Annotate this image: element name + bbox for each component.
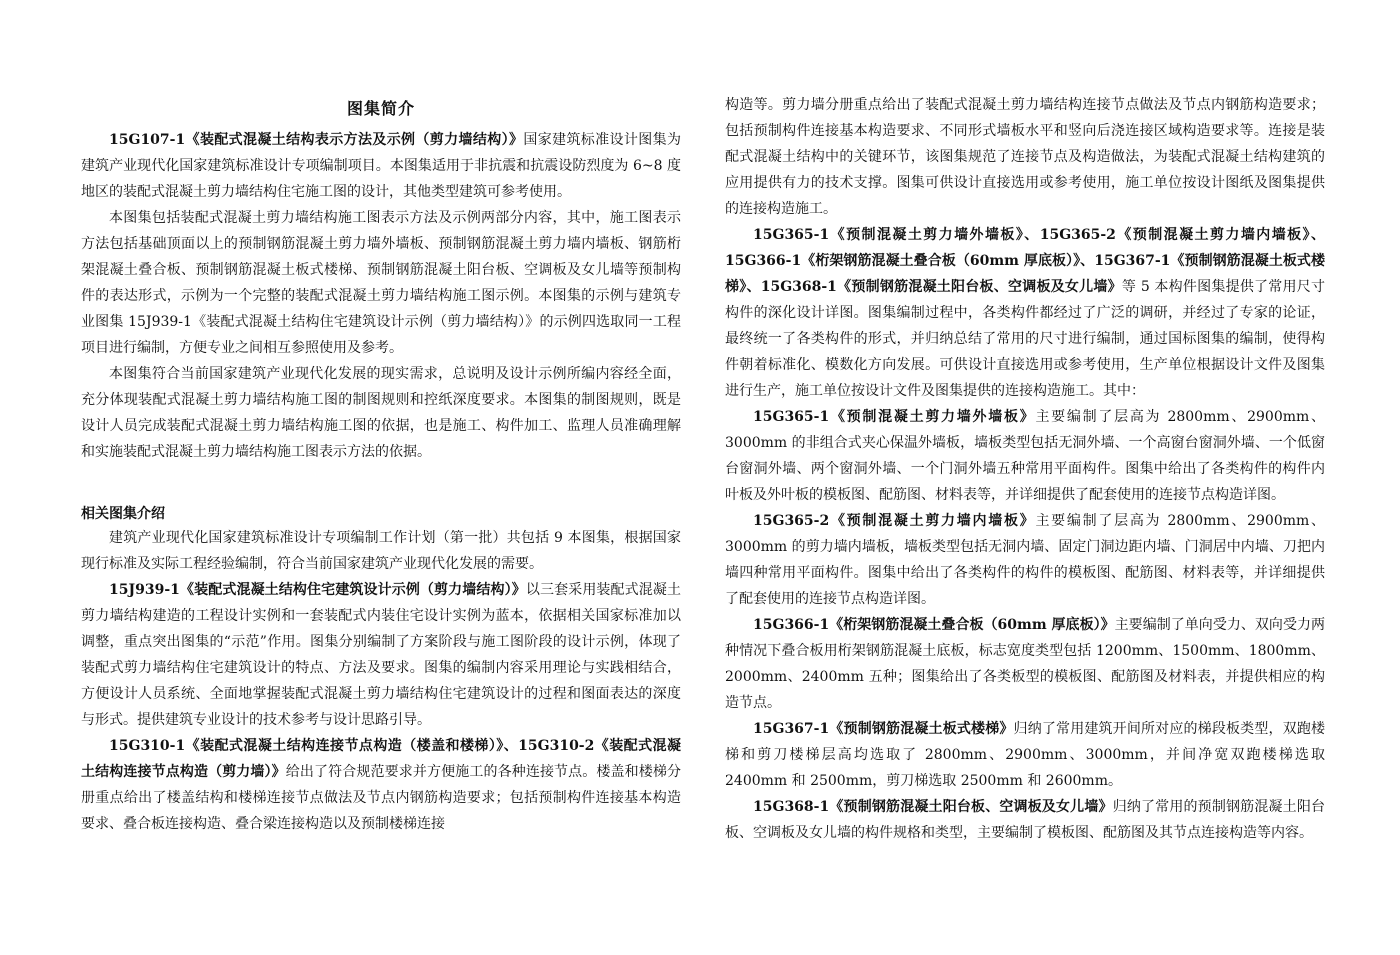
ref-title: 15G365-1《预制混凝土剪力墙外墙板》、15G365-2《预制混凝土剪力墙内墙板》、15G366-1《桁架钢筋混凝土叠合板（60mm 厚底板）》、15G367-1《预制钢筋混凝土板式楼梯》、15G368-1《预制钢筋混凝土阳台板、空调板及女儿墙》 — [725, 227, 1325, 295]
paragraph-text: 归纳了常用建筑开间所对应的梯段板类型，双跑楼梯和剪刀楼梯层高均选取了 2800mm、2900mm、3000mm，并间净宽双跑楼梯选取 2400mm 和 2500mm，剪刀梯选取 2500mm 和 2600mm。 — [725, 721, 1325, 789]
section-heading: 相关图集介绍 — [81, 506, 165, 522]
related-paragraph-3 — [81, 733, 681, 837]
paragraph-text: 本图集包括装配式混凝土剪力墙结构施工图表示方法及示例两部分内容，其中，施工图表示方法包括基础顶面以上的预制钢筋混凝土剪力墙外墙板、预制钢筋混凝土剪力墙内墙板、钢筋桁架混凝土叠合板、预制钢筋混凝土板式楼梯、预制钢筋混凝土阳台板、空调板及女儿墙等预制构件的表达形式，示例为一个完整的装配式混凝土剪力墙结构施工图示例。本图集的示例与建筑专业图集 15J939-1《装配式混凝土结构住宅建筑设计示例（剪力墙结构）》的示例四选取同一工程项目进行编制，方便专业之间相互参照使用及参考。 — [81, 210, 681, 356]
right-paragraph-4 — [725, 508, 1325, 612]
right-paragraph-1 — [725, 92, 1325, 222]
intro-paragraph-2 — [81, 205, 681, 361]
ref-title: 15G368-1《预制钢筋混凝土阳台板、空调板及女儿墙》 — [753, 799, 1113, 815]
ref-title: 15G366-1《桁架钢筋混凝土叠合板（60mm 厚底板）》 — [753, 617, 1115, 633]
right-paragraph-2 — [725, 222, 1325, 404]
related-paragraph-2 — [81, 577, 681, 733]
right-paragraph-3 — [725, 404, 1325, 508]
paragraph-text: 主要编制了层高为 2800mm、2900mm、3000mm 的剪力墙内墙板，墙板类型包括无洞内墙、固定门洞边距内墙、门洞居中内墙、刀把内墙四种常用平面构件。图集中给出了各类构件的构件的模板图、配筋图、材料表等，并详细提供了配套使用的连接节点构造详图。 — [725, 513, 1326, 607]
paragraph-text: 给出了符合规范要求并方便施工的各种连接节点。楼盖和楼梯分册重点给出了楼盖结构和楼梯连接节点做法及节点内钢筋构造要求；包括预制构件连接基本构造要求、叠合板连接构造、叠合梁连接构造以及预制楼梯连接 — [81, 764, 682, 832]
ref-title: 15G310-1《装配式混凝土结构连接节点构造（楼盖和楼梯）》、15G310-2《装配式混凝土结构连接节点构造（剪力墙）》 — [81, 738, 681, 780]
ref-title: 15G365-2《预制混凝土剪力墙内墙板》 — [753, 513, 1036, 529]
paragraph-text: 主要编制了单向受力、双向受力两种情况下叠合板用桁架钢筋混凝土底板，标志宽度类型包括 1200mm、1500mm、1800mm、2000mm、2400mm 五种；图集给出了各类板型的模板图、配筋图及材料表，并提供相应的构造节点。 — [725, 617, 1325, 711]
paragraph-text: 国家建筑标准设计图集为建筑产业现代化国家建筑标准设计专项编制项目。本图集适用于非抗震和抗震设防烈度为 6~8 度地区的装配式混凝土剪力墙结构住宅施工图的设计，其他类型建筑可参考使用。 — [81, 132, 681, 200]
intro-paragraph-1 — [81, 127, 681, 205]
page-title: 图集简介 — [346, 99, 415, 118]
paragraph-text: 等 5 本构件图集提供了常用尺寸构件的深化设计详图。图集编制过程中，各类构件都经过了广泛的调研，并经过了专家的论证，最终统一了各类构件的形式，并归纳总结了常用的尺寸进行编制，通过国标图集的编制，使得构件朝着标准化、模数化方向发展。可供设计直接选用或参考使用，生产单位根据设计文件及图集进行生产，施工单位按设计文件及图集提供的连接构造施工。其中： — [725, 279, 1326, 399]
left-column — [81, 88, 681, 837]
ref-title: 15G107-1《装配式混凝土结构表示方法及示例（剪力墙结构）》 — [109, 132, 524, 148]
ref-title: 15G367-1《预制钢筋混凝土板式楼梯》 — [753, 721, 1014, 737]
right-paragraph-6 — [725, 716, 1325, 794]
paragraph-text: 以三套采用装配式混凝土剪力墙结构建造的工程设计实例和一套装配式内装住宅设计实例为蓝本，依据相关国家标准加以调整，重点突出图集的“示范”作用。图集分别编制了方案阶段与施工图阶段的设计示例，体现了装配式剪力墙结构住宅建筑设计的特点、方法及要求。图集的编制内容采用理论与实践相结合，方便设计人员系统、全面地掌握装配式混凝土剪力墙结构住宅建筑设计的过程和图面表达的深度与形式。提供建筑专业设计的技术参考与设计思路引导。 — [81, 582, 682, 728]
related-paragraph-1 — [81, 525, 681, 577]
right-column — [725, 92, 1325, 846]
intro-paragraph-3 — [81, 361, 681, 465]
paragraph-text: 归纳了常用的预制钢筋混凝土阳台板、空调板及女儿墙的构件规格和类型，主要编制了模板图、配筋图及其节点连接构造等内容。 — [725, 799, 1325, 841]
ref-title: 15J939-1《装配式混凝土结构住宅建筑设计示例（剪力墙结构）》 — [109, 582, 526, 598]
paragraph-text: 本图集符合当前国家建筑产业现代化发展的现实需求，总说明及设计示例所编内容经全面，充分体现装配式混凝土剪力墙结构施工图的制图规则和控纸深度要求。本图集的制图规则，既是设计人员完成装配式混凝土剪力墙结构施工图的依据，也是施工、构件加工、监理人员准确理解和实施装配式混凝土剪力墙结构施工图表示方法的依据。 — [81, 366, 681, 460]
right-paragraph-7 — [725, 794, 1325, 846]
paragraph-text: 建筑产业现代化国家建筑标准设计专项编制工作计划（第一批）共包括 9 本图集，根据国家现行标准及实际工程经验编制，符合当前国家建筑产业现代化发展的需要。 — [81, 530, 681, 572]
paragraph-text: 主要编制了层高为 2800mm、2900mm、3000mm 的非组合式夹心保温外墙板，墙板类型包括无洞外墙、一个高窗台窗洞外墙、一个低窗台窗洞外墙、两个窗洞外墙、一个门洞外墙五种常用平面构件。图集中给出了各类构件的构件内叶板及外叶板的模板图、配筋图、材料表等，并详细提供了配套使用的连接节点构造详图。 — [725, 409, 1326, 503]
right-paragraph-5 — [725, 612, 1325, 716]
paragraph-text: 构造等。剪力墙分册重点给出了装配式混凝土剪力墙结构连接节点做法及节点内钢筋构造要求；包括预制构件连接基本构造要求、不同形式墙板水平和竖向后浇连接区域构造要求等。连接是装配式混凝土结构中的关键环节，该图集规范了连接节点及构造做法，为装配式混凝土结构建筑的应用提供有力的技术支撑。图集可供设计直接选用或参考使用，施工单位按设计图纸及图集提供的连接构造施工。 — [725, 97, 1325, 217]
ref-title: 15G365-1《预制混凝土剪力墙外墙板》 — [753, 409, 1036, 425]
